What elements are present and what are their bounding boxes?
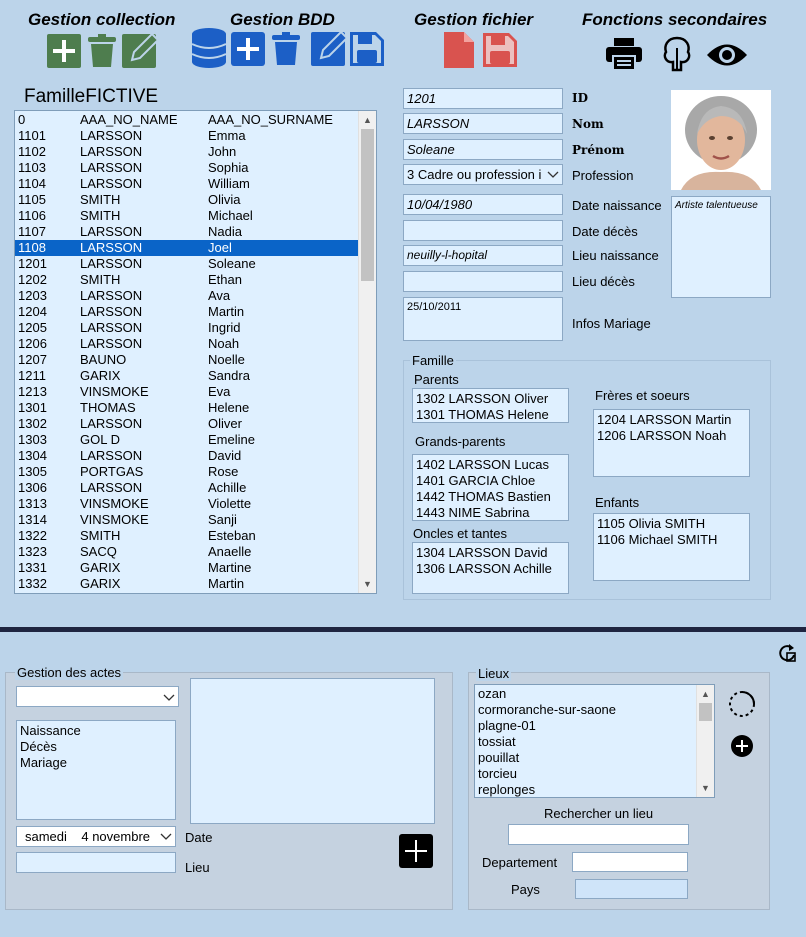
- rechercher-lieu-label: Rechercher un lieu: [544, 806, 654, 821]
- row-surname: LARSSON: [80, 176, 143, 191]
- prenom-label: Prénom: [572, 143, 625, 157]
- row-surname: SMITH: [80, 192, 121, 207]
- row-id: 1305: [18, 464, 47, 479]
- save-file-icon[interactable]: [483, 33, 517, 67]
- lieu-deces-field[interactable]: [403, 271, 563, 292]
- family-list-row[interactable]: [15, 272, 358, 288]
- grand-parent-item[interactable]: 1442 THOMAS Bastien: [416, 489, 551, 504]
- row-id: 0: [18, 112, 26, 127]
- delete-bdd-trash-icon[interactable]: [270, 32, 302, 66]
- oncle-tante-item[interactable]: 1304 LARSSON David: [416, 545, 548, 560]
- row-id: 1108: [18, 240, 46, 255]
- scroll-thumb[interactable]: [699, 703, 712, 721]
- tree-icon[interactable]: [662, 36, 692, 72]
- date-deces-field[interactable]: [403, 220, 563, 241]
- family-list-scrollbar[interactable]: [358, 111, 376, 593]
- lieu-naissance-field[interactable]: neuilly-l-hopital: [403, 245, 563, 266]
- lieu-item[interactable]: tossiat: [478, 734, 516, 749]
- acte-date-picker[interactable]: [16, 826, 176, 847]
- row-surname: THOMAS: [80, 400, 136, 415]
- row-firstname: Ethan: [208, 272, 242, 287]
- departement-label: Departement: [482, 855, 558, 870]
- grand-parent-item[interactable]: 1402 LARSSON Lucas: [416, 457, 549, 472]
- row-surname: LARSSON: [80, 448, 143, 463]
- database-icon[interactable]: [191, 28, 227, 68]
- row-surname: LARSSON: [80, 480, 143, 495]
- row-id: 1301: [18, 400, 47, 415]
- row-firstname: Martin: [208, 304, 245, 319]
- acte-type-item[interactable]: Décès: [20, 739, 57, 754]
- row-firstname: Violette: [208, 496, 252, 511]
- add-collection-icon[interactable]: [47, 34, 81, 68]
- scroll-up-arrow-icon[interactable]: ▲: [363, 115, 372, 125]
- row-id: 1107: [18, 224, 46, 239]
- row-firstname: Ingrid: [208, 320, 241, 335]
- gestion-bdd-heading: Gestion BDD: [230, 10, 335, 29]
- row-id: 1331: [18, 560, 47, 575]
- row-surname: GOL D: [80, 432, 120, 447]
- row-firstname: Noah: [208, 336, 240, 351]
- row-firstname: Emma: [208, 128, 246, 143]
- scroll-up-arrow-icon[interactable]: ▲: [701, 689, 710, 699]
- chevron-down-icon[interactable]: [160, 833, 172, 841]
- row-id: 1104: [18, 176, 46, 191]
- pays-input[interactable]: [575, 879, 688, 899]
- edit-collection-icon[interactable]: [122, 32, 160, 68]
- row-id: 1205: [18, 320, 47, 335]
- family-title: FamilleFICTIVE: [24, 86, 159, 107]
- edit-bdd-icon[interactable]: [311, 28, 349, 66]
- gestion-fichier-heading: Gestion fichier: [414, 10, 534, 29]
- scroll-thumb[interactable]: [361, 129, 374, 281]
- lieu-item[interactable]: torcieu: [478, 766, 518, 781]
- row-id: 1332: [18, 576, 47, 591]
- family-list-row[interactable]: [15, 192, 358, 208]
- row-surname: GARIX: [80, 368, 121, 383]
- family-list-row[interactable]: [15, 128, 358, 144]
- row-id: 1206: [18, 336, 47, 351]
- add-lieu-icon[interactable]: [730, 734, 754, 758]
- frere-soeur-item[interactable]: 1206 LARSSON Noah: [597, 428, 727, 443]
- profession-value: 3 Cadre ou profession i: [407, 167, 542, 182]
- family-list-row[interactable]: [15, 304, 358, 320]
- family-list-row[interactable]: [15, 464, 358, 480]
- row-firstname: Rose: [208, 464, 239, 479]
- row-firstname: Michael: [208, 208, 253, 223]
- row-firstname: Sophia: [208, 160, 249, 175]
- family-list-row[interactable]: [15, 288, 358, 304]
- row-id: 1101: [18, 128, 46, 143]
- row-surname: LARSSON: [80, 336, 143, 351]
- id-label: ID: [572, 91, 589, 105]
- nom-label: Nom: [572, 117, 604, 131]
- family-list-row[interactable]: [15, 144, 358, 160]
- lieu-item[interactable]: ozan: [478, 686, 507, 701]
- family-list-row[interactable]: [15, 224, 358, 240]
- row-surname: LARSSON: [80, 256, 143, 271]
- acte-lieu-label: Lieu: [185, 860, 210, 875]
- id-field[interactable]: 1201: [403, 88, 563, 109]
- fonctions-secondaires-heading: Fonctions secondaires: [582, 10, 768, 29]
- row-id: 1105: [18, 192, 46, 207]
- family-list-row[interactable]: [15, 480, 358, 496]
- acte-type-item[interactable]: Mariage: [20, 755, 67, 770]
- row-id: 1207: [18, 352, 47, 367]
- row-firstname: Esteban: [208, 528, 256, 543]
- delete-collection-trash-icon[interactable]: [86, 34, 118, 68]
- acte-type-select[interactable]: [16, 686, 179, 707]
- row-surname: AAA_NO_NAME: [80, 112, 178, 127]
- family-list-row[interactable]: [15, 512, 358, 528]
- family-list-row[interactable]: [15, 560, 358, 576]
- grands-parents-list[interactable]: [412, 454, 569, 521]
- famille-group-title: Famille: [412, 353, 454, 368]
- row-firstname: Joel: [208, 240, 232, 255]
- row-firstname: Nadia: [208, 224, 242, 239]
- infos-mariage-field[interactable]: [403, 297, 563, 341]
- gestion-actes-title: Gestion des actes: [17, 665, 122, 680]
- person-note-field[interactable]: [671, 196, 771, 298]
- redo-icon[interactable]: [778, 643, 798, 663]
- row-firstname: Sandra: [208, 368, 250, 383]
- row-surname: LARSSON: [80, 240, 143, 255]
- departement-input[interactable]: [572, 852, 688, 872]
- family-list-row[interactable]: [15, 448, 358, 464]
- enfant-item[interactable]: 1106 Michael SMITH: [597, 532, 718, 547]
- row-firstname: Ava: [208, 288, 231, 303]
- row-firstname: Oliver: [208, 416, 242, 431]
- row-firstname: William: [208, 176, 250, 191]
- enfants-list[interactable]: [593, 513, 750, 581]
- add-bdd-icon[interactable]: [231, 32, 265, 66]
- row-id: 1303: [18, 432, 47, 447]
- lieux-title: Lieux: [478, 666, 510, 681]
- row-surname: LARSSON: [80, 304, 143, 319]
- date-deces-label: Date décès: [572, 224, 638, 239]
- row-surname: SACQ: [80, 544, 117, 559]
- row-firstname: Sanji: [208, 512, 237, 527]
- row-firstname: Martin: [208, 576, 245, 591]
- grands-parents-label: Grands-parents: [415, 434, 506, 449]
- family-list-row[interactable]: [15, 416, 358, 432]
- row-firstname: Emeline: [208, 432, 255, 447]
- lieu-naissance-label: Lieu naissance: [572, 248, 659, 263]
- acte-type-item[interactable]: Naissance: [20, 723, 81, 738]
- lieu-item[interactable]: cormoranche-sur-saone: [478, 702, 617, 717]
- oncle-tante-item[interactable]: 1306 LARSSON Achille: [416, 561, 552, 576]
- lieux-list-scrollbar[interactable]: [696, 685, 714, 797]
- freres-soeurs-list[interactable]: [593, 409, 750, 477]
- family-list-row[interactable]: [15, 400, 358, 416]
- scroll-down-arrow-icon[interactable]: ▼: [701, 783, 710, 793]
- row-id: 1213: [18, 384, 47, 399]
- row-id: 1304: [18, 448, 47, 463]
- lieu-item[interactable]: replonges: [478, 782, 536, 797]
- row-id: 1302: [18, 416, 47, 431]
- row-firstname: Helene: [208, 400, 250, 415]
- family-list-row[interactable]: [15, 544, 358, 560]
- prenom-field[interactable]: Soleane: [403, 139, 563, 160]
- row-id: 1204: [18, 304, 47, 319]
- row-id: 1313: [18, 496, 47, 511]
- family-list-row[interactable]: [15, 352, 358, 368]
- row-firstname: Noelle: [208, 352, 245, 367]
- row-id: 1306: [18, 480, 47, 495]
- row-surname: SMITH: [80, 208, 121, 223]
- row-surname: SMITH: [80, 528, 121, 543]
- section-divider: [0, 627, 806, 632]
- parents-list[interactable]: [412, 388, 569, 423]
- acte-lieu-field[interactable]: [16, 852, 176, 873]
- row-id: 1314: [18, 512, 47, 527]
- eye-icon[interactable]: [706, 40, 748, 70]
- scroll-down-arrow-icon[interactable]: ▼: [363, 579, 372, 589]
- row-surname: LARSSON: [80, 288, 143, 303]
- row-surname: LARSSON: [80, 144, 143, 159]
- acte-details-area[interactable]: [190, 678, 435, 824]
- add-acte-icon[interactable]: [399, 834, 433, 868]
- row-id: 1201: [18, 256, 47, 271]
- acte-date-label: Date: [185, 830, 213, 845]
- lieux-list[interactable]: [474, 684, 715, 798]
- row-firstname: Martine: [208, 560, 252, 575]
- row-firstname: Achille: [208, 480, 247, 495]
- row-surname: SMITH: [80, 272, 121, 287]
- profession-label: Profession: [572, 168, 634, 183]
- row-surname: LARSSON: [80, 160, 143, 175]
- family-list-row[interactable]: [15, 336, 358, 352]
- row-firstname: AAA_NO_SURNAME: [208, 112, 333, 127]
- row-surname: LARSSON: [80, 320, 143, 335]
- row-surname: LARSSON: [80, 224, 143, 239]
- row-surname: BAUNO: [80, 352, 127, 367]
- row-firstname: Anaelle: [208, 544, 252, 559]
- family-list-row[interactable]: [15, 160, 358, 176]
- loading-spinner-icon: [727, 689, 757, 719]
- infos-mariage-label: Infos Mariage: [572, 316, 651, 331]
- row-surname: VINSMOKE: [80, 384, 149, 399]
- lieu-item[interactable]: pouillat: [478, 750, 520, 765]
- family-list-row[interactable]: [15, 176, 358, 192]
- chevron-down-icon[interactable]: [163, 694, 175, 702]
- row-surname: GARIX: [80, 560, 121, 575]
- pays-label: Pays: [511, 882, 540, 897]
- printer-icon[interactable]: [606, 38, 642, 70]
- nom-field[interactable]: LARSSON: [403, 113, 563, 134]
- family-list-row[interactable]: [15, 208, 358, 224]
- frere-soeur-item[interactable]: 1204 LARSSON Martin: [597, 412, 732, 427]
- family-list-row[interactable]: [15, 256, 358, 272]
- family-list-row[interactable]: [15, 576, 358, 592]
- enfants-label: Enfants: [595, 495, 640, 510]
- family-list[interactable]: [14, 110, 377, 594]
- file-icon[interactable]: [444, 32, 474, 68]
- enfant-item[interactable]: 1105 Olivia SMITH: [597, 516, 706, 531]
- family-list-row[interactable]: [15, 496, 358, 512]
- row-firstname: Soleane: [208, 256, 256, 271]
- family-list-row[interactable]: [15, 320, 358, 336]
- family-list-row[interactable]: [15, 384, 358, 400]
- acte-types-list[interactable]: [16, 720, 176, 820]
- family-list-row[interactable]: [15, 432, 358, 448]
- row-id: 1203: [18, 288, 47, 303]
- row-firstname: David: [208, 448, 242, 463]
- row-surname: LARSSON: [80, 128, 143, 143]
- person-photo: [671, 90, 771, 190]
- family-list-row[interactable]: [15, 240, 358, 256]
- family-list-row[interactable]: [15, 528, 358, 544]
- row-id: 1106: [18, 208, 46, 223]
- lieu-deces-label: Lieu décès: [572, 274, 635, 289]
- row-id: 1322: [18, 528, 47, 543]
- save-bdd-icon[interactable]: [350, 32, 384, 66]
- profession-select[interactable]: [403, 164, 563, 185]
- row-id: 1202: [18, 272, 47, 287]
- row-surname: LARSSON: [80, 416, 143, 431]
- parents-label: Parents: [414, 372, 459, 387]
- row-firstname: Eva: [208, 384, 231, 399]
- acte-date-value: samedi 4 novembre: [25, 829, 151, 844]
- parent-item[interactable]: 1301 THOMAS Helene: [416, 407, 549, 422]
- lieu-item[interactable]: plagne-01: [478, 718, 536, 733]
- row-surname: VINSMOKE: [80, 512, 149, 527]
- date-naissance-label: Date naissance: [572, 198, 662, 213]
- row-firstname: Olivia: [208, 192, 241, 207]
- row-surname: PORTGAS: [80, 464, 144, 479]
- oncles-tantes-list[interactable]: [412, 542, 569, 594]
- family-list-row[interactable]: [15, 112, 358, 128]
- row-id: 1323: [18, 544, 47, 559]
- rechercher-lieu-input[interactable]: [508, 824, 689, 845]
- row-surname: GARIX: [80, 576, 121, 591]
- date-naissance-field[interactable]: 10/04/1980: [403, 194, 563, 215]
- row-firstname: John: [208, 144, 237, 159]
- row-id: 1211: [18, 368, 46, 383]
- person-note-value: Artiste talentueuse: [675, 200, 758, 211]
- oncles-tantes-label: Oncles et tantes: [413, 526, 507, 541]
- row-surname: VINSMOKE: [80, 496, 149, 511]
- infos-mariage-value: 25/10/2011: [407, 301, 462, 313]
- family-list-row[interactable]: [15, 368, 358, 384]
- gestion-collection-heading: Gestion collection: [28, 10, 176, 29]
- row-id: 1103: [18, 160, 46, 175]
- row-id: 1102: [18, 144, 46, 159]
- parent-item[interactable]: 1302 LARSSON Oliver: [416, 391, 549, 406]
- freres-soeurs-label: Frères et soeurs: [595, 388, 690, 403]
- grand-parent-item[interactable]: 1443 NIME Sabrina: [416, 505, 530, 520]
- chevron-down-icon[interactable]: [547, 171, 559, 179]
- grand-parent-item[interactable]: 1401 GARCIA Chloe: [416, 473, 536, 488]
